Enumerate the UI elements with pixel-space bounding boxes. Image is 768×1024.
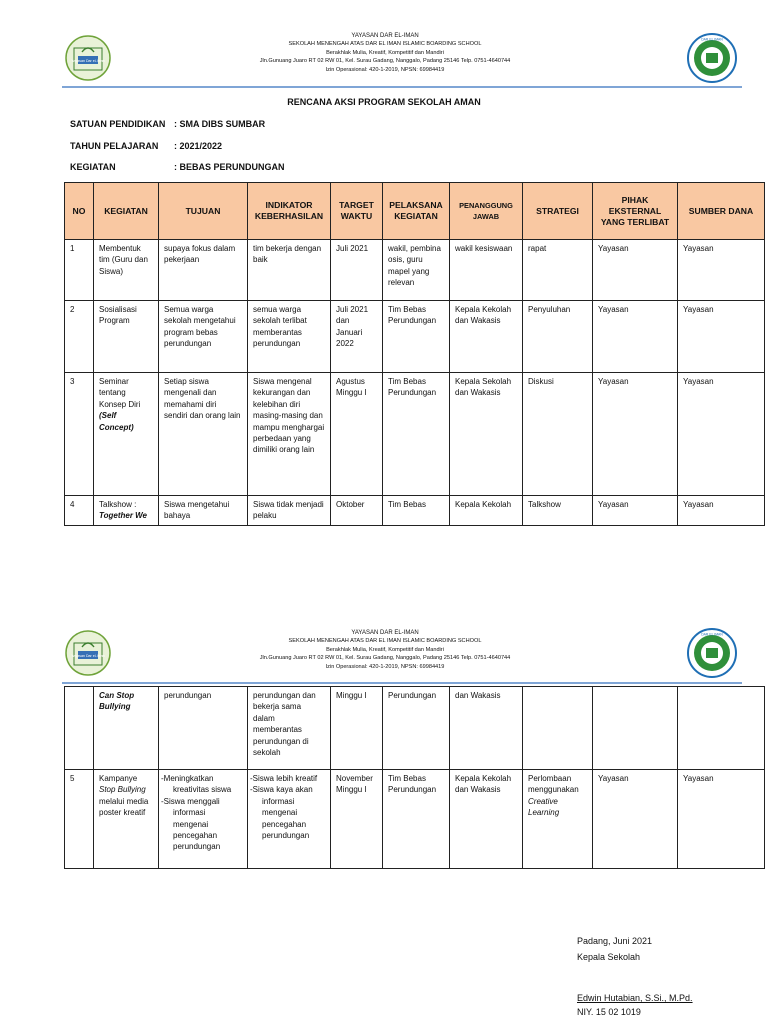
cell-indikator bbox=[248, 770, 331, 869]
cell-target: Juli 2021 dan Januari 2022 bbox=[331, 301, 383, 373]
cell-target: Oktober bbox=[331, 496, 383, 526]
letterhead-second-page bbox=[0, 625, 768, 685]
school-logo-left-icon bbox=[64, 34, 112, 82]
cell-sumber-dana bbox=[678, 687, 765, 770]
cell-indikator: Siswa mengenal kekurangan dan kelebihan diri masing-masing dan mampu menghargai perbedaan yang dimiliki orang lain bbox=[248, 373, 331, 496]
cell-strategi bbox=[523, 770, 593, 869]
cell-no: 2 bbox=[65, 301, 94, 373]
signature-name: Edwin Hutabian, S.Si., M.Pd. bbox=[577, 993, 693, 1003]
header-indikator: INDIKATOR KEBERHASILAN bbox=[248, 183, 331, 240]
tujuan-point: -Meningkatkan kreativitas siswa bbox=[161, 774, 232, 795]
cell-kegiatan bbox=[94, 770, 159, 869]
cell-penanggung-jawab: Kepala Kekolah dan Wakasis bbox=[450, 770, 523, 869]
cell-tujuan: perundungan bbox=[159, 687, 248, 770]
document-title: RENCANA AKSI PROGRAM SEKOLAH AMAN bbox=[287, 97, 481, 107]
cell-penanggung-jawab: dan Wakasis bbox=[450, 687, 523, 770]
header-penanggung-jawab: PENANGGUNG JAWAB bbox=[450, 183, 523, 240]
cell-tujuan: Semua warga sekolah mengetahui program bebas perundungan bbox=[159, 301, 248, 373]
meta-value: : BEBAS PERUNDUNGAN bbox=[174, 162, 285, 172]
cell-tujuan: supaya fokus dalam pekerjaan bbox=[159, 240, 248, 301]
meta-label: KEGIATAN bbox=[70, 162, 116, 172]
cell-pelaksana: wakil, pembina osis, guru mapel yang relevan bbox=[383, 240, 450, 301]
kegiatan-emphasis: Stop Bullying bbox=[99, 785, 146, 795]
school-logo-left-icon bbox=[64, 629, 112, 677]
meta-row-satuan bbox=[70, 119, 265, 129]
meta-label: TAHUN PELAJARAN bbox=[70, 141, 159, 151]
cell-indikator: tim bekerja dengan baik bbox=[248, 240, 331, 301]
cell-sumber-dana: Yayasan bbox=[678, 770, 765, 869]
cell-penanggung-jawab: wakil kesiswaan bbox=[450, 240, 523, 301]
cell-tujuan: Siswa mengetahui bahaya bbox=[159, 496, 248, 526]
meta-value: : 2021/2022 bbox=[174, 141, 223, 151]
foundation-name: YAYASAN DAR EL-IMAN bbox=[351, 630, 419, 636]
kegiatan-emphasis: Together We bbox=[99, 511, 148, 521]
header-strategi: STRATEGI bbox=[523, 183, 593, 240]
cell-pelaksana: Tim Bebas Perundungan bbox=[383, 770, 450, 869]
signature-position: Kepala Sekolah bbox=[577, 952, 641, 962]
letterhead-text bbox=[200, 629, 570, 671]
cell-target: Juli 2021 bbox=[331, 240, 383, 301]
school-name: SEKOLAH MENENGAH ATAS DAR EL IMAN ISLAMIC BOARDING SCHOOL bbox=[288, 638, 482, 645]
cell-sumber-dana: Yayasan bbox=[678, 240, 765, 301]
cell-pihak-eksternal: Yayasan bbox=[593, 770, 678, 869]
table-row bbox=[65, 496, 765, 526]
school-seal-right-icon bbox=[686, 627, 738, 679]
cell-pelaksana: Perundungan bbox=[383, 687, 450, 770]
kegiatan-text-rest: melalui media poster kreatif bbox=[99, 796, 149, 818]
kegiatan-emphasis: (Self Concept) bbox=[99, 411, 134, 432]
cell-pelaksana: Tim Bebas Perundungan bbox=[383, 301, 450, 373]
header-no: NO bbox=[65, 183, 94, 240]
cell-strategi: Diskusi bbox=[523, 373, 593, 496]
cell-target: Agustus Minggu I bbox=[331, 373, 383, 496]
cell-indikator: Siswa tidak menjadi pelaku bbox=[248, 496, 331, 526]
table-header-row bbox=[65, 183, 765, 240]
cell-tujuan bbox=[159, 770, 248, 869]
school-permit: Izin Operasional: 420-1-2019, NPSN: 69984419 bbox=[325, 66, 445, 73]
cell-strategi: Penyuluhan bbox=[523, 301, 593, 373]
cell-no: 4 bbox=[65, 496, 94, 526]
header-pelaksana: PELAKSANA KEGIATAN bbox=[383, 183, 450, 240]
tujuan-point: -Siswa menggali informasi mengenai pencegahan perundungan bbox=[161, 796, 221, 852]
signature-niy: NIY. 15 02 1019 bbox=[577, 1007, 641, 1017]
school-motto: Berakhlak Mulia, Kreatif, Kompetitif dan Mandiri bbox=[326, 49, 444, 56]
cell-penanggung-jawab: Kepala Kekolah bbox=[450, 496, 523, 526]
letterhead-divider bbox=[62, 86, 742, 88]
meta-row-kegiatan bbox=[70, 162, 285, 172]
letterhead-text bbox=[200, 32, 570, 74]
cell-kegiatan: Can Stop Bullying bbox=[94, 687, 159, 770]
table-row bbox=[65, 373, 765, 496]
table-row bbox=[65, 770, 765, 869]
cell-sumber-dana: Yayasan bbox=[678, 496, 765, 526]
table-row bbox=[65, 687, 765, 770]
cell-sumber-dana: Yayasan bbox=[678, 373, 765, 496]
action-plan-table-continued bbox=[64, 686, 765, 869]
table-row bbox=[65, 240, 765, 301]
school-address: Jln.Gunuang Juaro RT 02 RW 01, Kel. Surau Gadang, Nanggalo, Padang 25146 Telp. 0751-4640744 bbox=[259, 655, 511, 662]
meta-value: : SMA DIBS SUMBAR bbox=[174, 119, 266, 129]
letterhead-top bbox=[0, 30, 768, 90]
cell-kegiatan bbox=[94, 496, 159, 526]
cell-no bbox=[65, 687, 94, 770]
meta-row-tahun bbox=[70, 141, 222, 151]
cell-pelaksana: Tim Bebas bbox=[383, 496, 450, 526]
cell-pihak-eksternal: Yayasan bbox=[593, 240, 678, 301]
indikator-point: -Siswa lebih kreatif bbox=[250, 774, 318, 783]
strategi-emphasis: Creative Learning bbox=[528, 796, 560, 818]
cell-strategi: rapat bbox=[523, 240, 593, 301]
kegiatan-text: Talkshow : bbox=[99, 500, 137, 509]
school-motto: Berakhlak Mulia, Kreatif, Kompetitif dan Mandiri bbox=[326, 646, 444, 653]
cell-indikator: perundungan dan bekerja sama dalam memberantas perundungan di sekolah bbox=[248, 687, 331, 770]
cell-kegiatan: Membentuk tim (Guru dan Siswa) bbox=[94, 240, 159, 301]
svg-text:Yayasan Dar el-Iman: Yayasan Dar el-Iman bbox=[71, 59, 105, 63]
school-name: SEKOLAH MENENGAH ATAS DAR EL IMAN ISLAMIC BOARDING SCHOOL bbox=[288, 41, 482, 48]
cell-penanggung-jawab: Kepala Kekolah dan Wakasis bbox=[450, 301, 523, 373]
cell-strategi bbox=[523, 687, 593, 770]
cell-strategi: Talkshow bbox=[523, 496, 593, 526]
kegiatan-text: Seminar tentang Konsep Diri bbox=[99, 377, 141, 409]
cell-indikator: semua warga sekolah terlibat memberantas perundungan bbox=[248, 301, 331, 373]
signature-place-date: Padang, Juni 2021 bbox=[577, 936, 653, 946]
school-permit: Izin Operasional: 420-1-2019, NPSN: 69984419 bbox=[325, 663, 445, 670]
kegiatan-text: Kampanye bbox=[99, 774, 138, 783]
cell-sumber-dana: Yayasan bbox=[678, 301, 765, 373]
cell-no: 3 bbox=[65, 373, 94, 496]
svg-text:DAR EL IMAN: DAR EL IMAN bbox=[701, 632, 723, 637]
school-seal-right-icon bbox=[686, 32, 738, 84]
letterhead-divider bbox=[62, 682, 742, 684]
svg-text:DAR EL IMAN: DAR EL IMAN bbox=[701, 37, 723, 42]
school-address: Jln.Gunuang Juaro RT 02 RW 01, Kel. Surau Gadang, Nanggalo, Padang 25146 Telp. 0751-4640744 bbox=[259, 58, 511, 65]
cell-penanggung-jawab: Kepala Sekolah dan Wakasis bbox=[450, 373, 523, 496]
cell-no: 5 bbox=[65, 770, 94, 869]
meta-label: SATUAN PENDIDIKAN bbox=[70, 119, 166, 129]
cell-tujuan: Setiap siswa mengenali dan memahami diri sendiri dan orang lain bbox=[159, 373, 248, 496]
foundation-name: YAYASAN DAR EL-IMAN bbox=[351, 33, 419, 39]
cell-no: 1 bbox=[65, 240, 94, 301]
cell-pihak-eksternal: Yayasan bbox=[593, 496, 678, 526]
indikator-point: -Siswa kaya akan informasi mengenai pencegahan perundungan bbox=[250, 785, 313, 841]
cell-kegiatan bbox=[94, 373, 159, 496]
cell-pelaksana: Tim Bebas Perundungan bbox=[383, 373, 450, 496]
cell-pihak-eksternal: Yayasan bbox=[593, 301, 678, 373]
header-tujuan: TUJUAN bbox=[159, 183, 248, 240]
cell-target: Minggu I bbox=[331, 687, 383, 770]
header-sumber-dana: SUMBER DANA bbox=[678, 183, 765, 240]
svg-text:Yayasan Dar el-Iman: Yayasan Dar el-Iman bbox=[71, 654, 105, 658]
action-plan-table bbox=[64, 182, 765, 526]
cell-target: November Minggu I bbox=[331, 770, 383, 869]
cell-pihak-eksternal bbox=[593, 687, 678, 770]
header-pihak-eksternal: PIHAK EKSTERNAL YANG TERLIBAT bbox=[593, 183, 678, 240]
cell-pihak-eksternal: Yayasan bbox=[593, 373, 678, 496]
header-target: TARGET WAKTU bbox=[331, 183, 383, 240]
header-kegiatan: KEGIATAN bbox=[94, 183, 159, 240]
cell-kegiatan: Sosialisasi Program bbox=[94, 301, 159, 373]
strategi-text: Perlombaan menggunakan bbox=[528, 774, 579, 795]
table-row bbox=[65, 301, 765, 373]
